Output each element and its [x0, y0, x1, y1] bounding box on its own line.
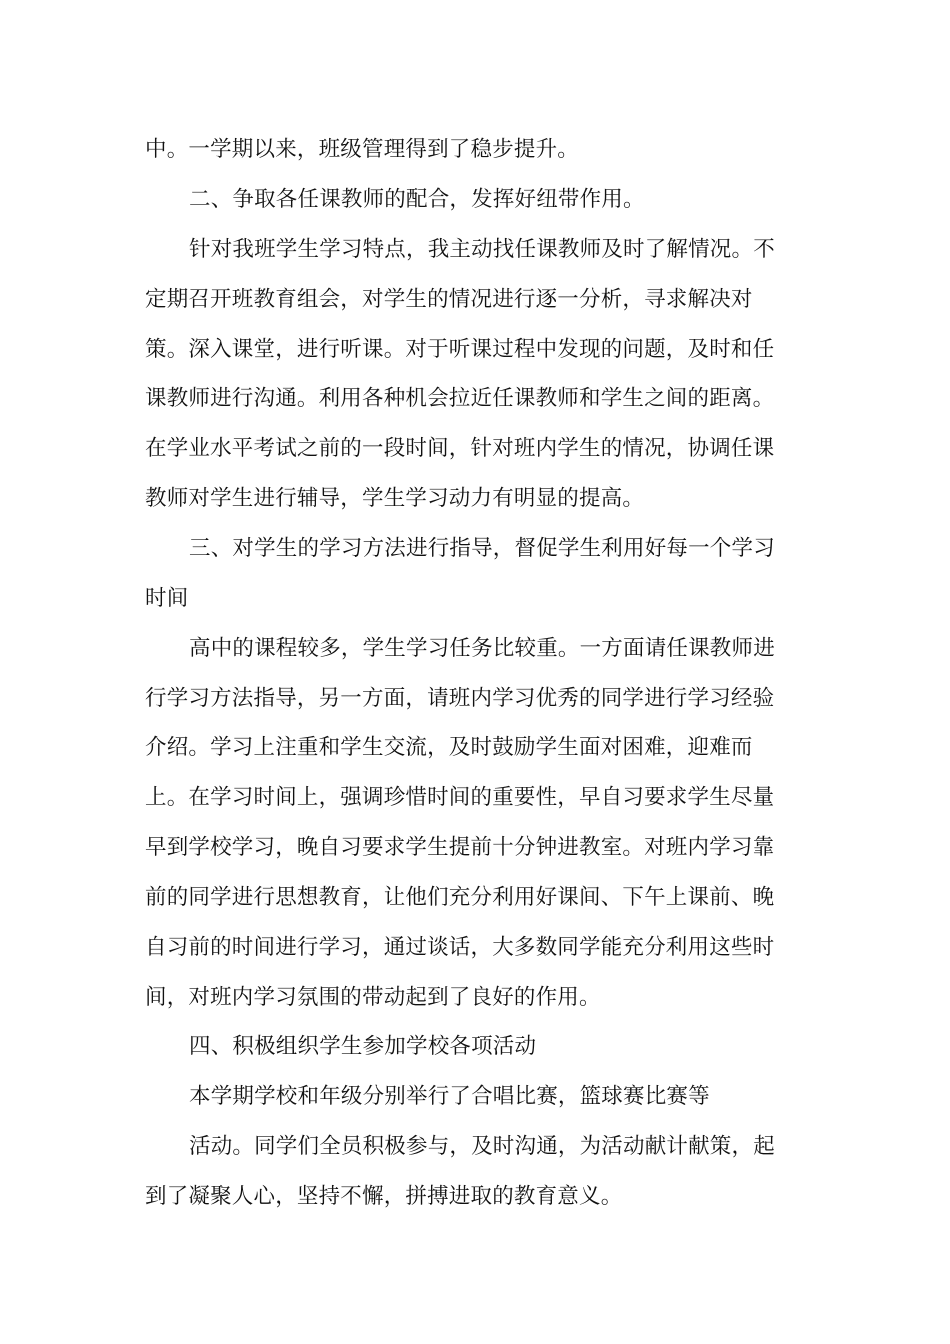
- section-heading: 四、积极组织学生参加学校各项活动: [189, 1034, 537, 1059]
- text-line: 策。深入课堂，进行听课。对于听课过程中发现的问题，及时和任: [145, 337, 775, 362]
- text-line: 前的同学进行思想教育，让他们充分利用好课间、下午上课前、晚: [145, 885, 775, 910]
- text-line: 介绍。学习上注重和学生交流，及时鼓励学生面对困难，迎难而: [145, 735, 753, 760]
- text-line: 在学业水平考试之前的一段时间，针对班内学生的情况，协调任课: [145, 436, 775, 461]
- text-line: 教师对学生进行辅导，学生学习动力有明显的提高。: [145, 486, 645, 511]
- text-line: 活动。同学们全员积极参与，及时沟通，为活动献计献策，起: [189, 1134, 775, 1159]
- text-line: 中。一学期以来，班级管理得到了稳步提升。: [145, 137, 580, 162]
- section-heading-continued: 时间: [145, 586, 189, 611]
- text-line: 课教师进行沟通。利用各种机会拉近任课教师和学生之间的距离。: [145, 386, 775, 411]
- text-line: 定期召开班教育组会，对学生的情况进行逐一分析，寻求解决对: [145, 287, 753, 312]
- text-line: 间，对班内学习氛围的带动起到了良好的作用。: [145, 985, 601, 1010]
- text-line: 针对我班学生学习特点，我主动找任课教师及时了解情况。不: [189, 237, 775, 262]
- text-line: 行学习方法指导，另一方面，请班内学习优秀的同学进行学习经验: [145, 686, 775, 711]
- section-heading: 三、对学生的学习方法进行指导，督促学生利用好每一个学习: [189, 536, 775, 561]
- text-line: 高中的课程较多，学生学习任务比较重。一方面请任课教师进: [189, 636, 775, 661]
- text-line: 早到学校学习，晚自习要求学生提前十分钟进教室。对班内学习靠: [145, 835, 775, 860]
- text-line: 本学期学校和年级分别举行了合唱比赛，篮球赛比赛等: [189, 1084, 710, 1109]
- text-line: 上。在学习时间上，强调珍惜时间的重要性，早自习要求学生尽量: [145, 785, 775, 810]
- text-line: 自习前的时间进行学习，通过谈话，大多数同学能充分利用这些时: [145, 935, 775, 960]
- section-heading: 二、争取各任课教师的配合，发挥好纽带作用。: [189, 187, 645, 212]
- text-line: 到了凝聚人心，坚持不懈，拼搏进取的教育意义。: [145, 1184, 623, 1209]
